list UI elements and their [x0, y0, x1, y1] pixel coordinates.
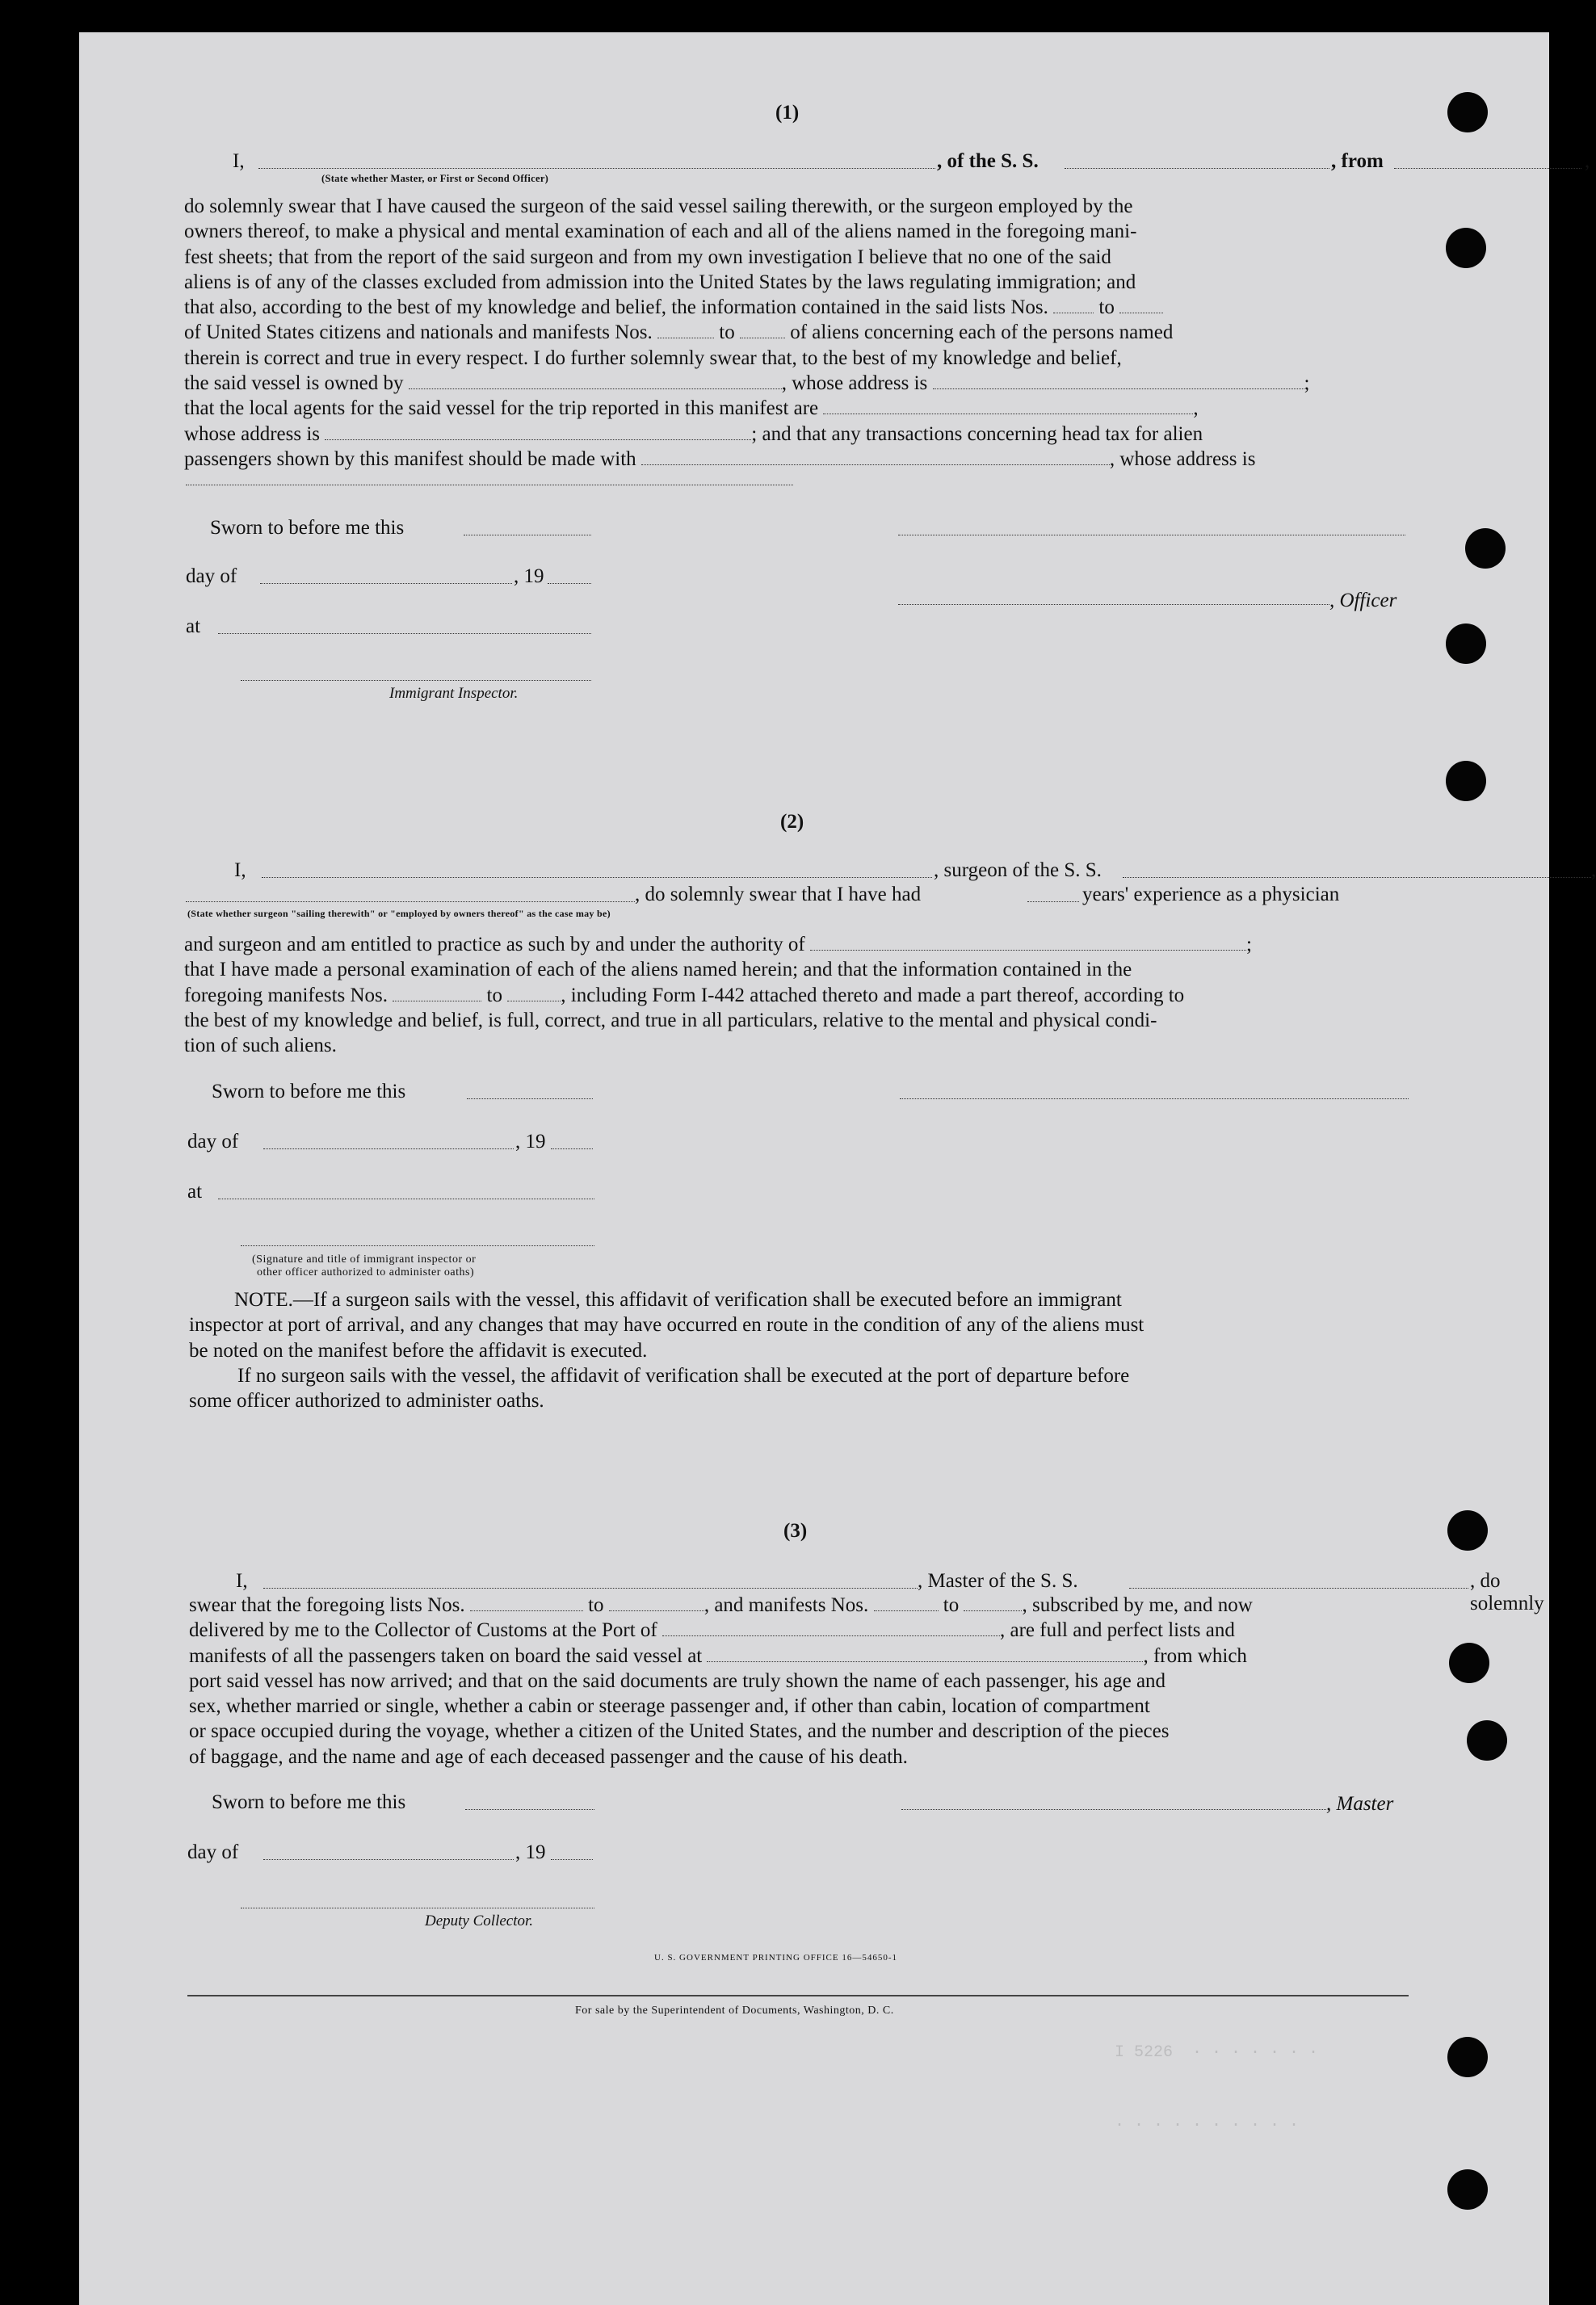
year-label: , 19: [514, 565, 544, 587]
manifests-from-field[interactable]: [657, 323, 714, 338]
master-label: , Master: [1326, 1793, 1394, 1815]
inspector-signature-field[interactable]: [241, 680, 591, 681]
footer-rule: [187, 1995, 1409, 1996]
inspector-signature-field[interactable]: [241, 1245, 594, 1246]
day-of-label: day of: [187, 1841, 239, 1863]
punch-hole: [1446, 623, 1486, 664]
punch-hole: [1447, 1510, 1488, 1551]
surgeon-vessel-field[interactable]: [1123, 877, 1591, 878]
sworn-label: Sworn to before me this: [212, 1081, 406, 1102]
section-number: (3): [783, 1520, 808, 1542]
surgeon-name-field[interactable]: [262, 877, 932, 878]
punch-hole: [1447, 2169, 1488, 2210]
rank-instruction-note: (State whether Master, or First or Second Officer): [321, 173, 549, 184]
day-of-label: day of: [186, 565, 237, 587]
punch-hole: [1465, 528, 1506, 569]
lists-from-field[interactable]: [1053, 298, 1094, 313]
section2-second-line: , do solemnly swear that I have had years' experience as a physician: [184, 884, 1405, 909]
surgeon-manifests-to-field[interactable]: [507, 986, 561, 1001]
lists-to-field[interactable]: [1119, 298, 1163, 313]
section-number: (1): [775, 102, 800, 124]
departure-port-field[interactable]: [1394, 168, 1581, 169]
master-manifests-from-field[interactable]: [874, 1596, 939, 1611]
master-signature-field[interactable]: [901, 1809, 1326, 1810]
surgeon-status-note: (State whether surgeon "sailing therewith" or "employed by owners thereof" as the case may be): [187, 908, 611, 919]
year-label: , 19: [515, 1841, 546, 1863]
sworn-label: Sworn to before me this: [212, 1791, 406, 1813]
year-field[interactable]: [548, 583, 591, 584]
surgeon-signature-field[interactable]: [900, 1098, 1409, 1099]
officer-title-field[interactable]: [898, 604, 1329, 605]
deputy-caption: Deputy Collector.: [425, 1912, 534, 1929]
bleed-through-marks: · · · · · · · · · ·: [1115, 2116, 1300, 2135]
head-tax-contact-field[interactable]: [641, 450, 1110, 465]
day-of-label: day of: [187, 1131, 239, 1152]
master-lists-to-field[interactable]: [609, 1596, 704, 1611]
owner-field[interactable]: [409, 374, 782, 389]
sworn-date-field[interactable]: [467, 1098, 593, 1099]
master-lists-from-field[interactable]: [470, 1596, 583, 1611]
surgeon-status-field[interactable]: [186, 901, 635, 902]
month-field[interactable]: [263, 1148, 514, 1149]
at-label: at: [187, 1181, 203, 1203]
month-field[interactable]: [263, 1859, 514, 1860]
embarkation-port-field[interactable]: [707, 1647, 1143, 1662]
surgeon-note: NOTE.—If a surgeon sails with the vessel, this affidavit of verification shall be executed before an immigrant inspector at port of arrival, and any changes that may have occurred en route in the condition of any of the aliens must be noted on the manifest before the affidavit is executed. If no surgeon sails with the vessel, the affidavit of verification shall be executed at the port of departure before some officer authorized to administer oaths.: [189, 1289, 1144, 1413]
year-field[interactable]: [551, 1859, 593, 1860]
collector-port-field[interactable]: [662, 1621, 1000, 1636]
signature-caption-line1: (Signature and title of immigrant inspector or: [252, 1253, 477, 1266]
section2-oath-text: and surgeon and am entitled to practice as such by and under the authority of ; that I have made a personal examination of each of the aliens named herein; and that the information contained in the foregoing manifests Nos. to , including Form I-442 attached thereto and made a part thereof, according to the best of my knowledge and belief, is full, correct, and true in all particulars, relative to the mental and physical condi- tion of such aliens.: [184, 934, 1252, 1057]
inspector-caption: Immigrant Inspector.: [389, 685, 519, 702]
owner-address-field[interactable]: [933, 374, 1304, 389]
punch-hole: [1467, 1720, 1507, 1761]
master-name-field[interactable]: [263, 1588, 918, 1589]
punch-hole: [1446, 761, 1486, 801]
year-field[interactable]: [551, 1148, 593, 1149]
authority-field[interactable]: [810, 935, 1246, 951]
printing-office-imprint: U. S. GOVERNMENT PRINTING OFFICE 16—54650-1: [654, 1953, 898, 1963]
punch-hole: [1447, 92, 1488, 132]
at-label: at: [186, 615, 201, 637]
sale-notice: For sale by the Superintendent of Documents, Washington, D. C.: [575, 2005, 894, 2017]
master-manifests-to-field[interactable]: [964, 1596, 1022, 1611]
years-experience-field[interactable]: [1027, 901, 1079, 902]
manifests-to-field[interactable]: [740, 323, 785, 338]
sworn-date-field[interactable]: [465, 1809, 594, 1810]
agents-address-field[interactable]: [325, 425, 751, 440]
sworn-label: Sworn to before me this: [210, 517, 405, 539]
surgeon-manifests-from-field[interactable]: [393, 986, 481, 1001]
month-field[interactable]: [260, 583, 512, 584]
section3-oath-text: swear that the foregoing lists Nos. to , and manifests Nos. to , subscribed by me, and now delivered by me to the Collector of Customs at the Port of , are full and perfect lists and manifests of all the passengers taken on board the said vessel at , from which port said vessel has now arrived; and that on the said documents are truly shown the name of each passenger, his age and sex, whether married or single, whether a cabin or steerage passenger and, if other than cabin, location of compartment or space occupied during the voyage, whether a citizen of the United States, and the number and description of the pieces of baggage, and the name and age of each deceased passenger and the cause of his death.: [189, 1594, 1253, 1768]
section2-first-line: I, , surgeon of the S. S. ,: [234, 859, 1596, 881]
signature-caption-line2: other officer authorized to administer oaths): [257, 1266, 475, 1278]
vessel-name-field[interactable]: [1065, 168, 1329, 169]
local-agents-field[interactable]: [823, 399, 1193, 414]
officer-label: , Officer: [1329, 590, 1397, 611]
punch-hole: [1446, 228, 1486, 268]
section-number: (2): [780, 811, 804, 833]
officer-rank-field[interactable]: [258, 168, 935, 169]
punch-hole: [1447, 2037, 1488, 2077]
year-label: , 19: [515, 1131, 546, 1152]
place-field[interactable]: [218, 633, 591, 634]
section3-first-line: I, , Master of the S. S. , do solemnly: [236, 1570, 1544, 1614]
bleed-through-marks: I 5226 · · · · · · ·: [1115, 2043, 1319, 2062]
punch-hole: [1449, 1643, 1489, 1683]
section1-oath-text: do solemnly swear that I have caused the surgeon of the said vessel sailing therewith, or the surgeon employed by the owners thereof, to make a physical and mental examination of each and all of the aliens named in the foregoing mani- fest sheets; that from the report of the said surgeon and from my own investigation I believe that no one of the said aliens is of any of the classes excluded from admission into the United States by the laws regulating immigration; and that also, according to the best of my knowledge and belief, the information contained in the said lists Nos. to of United States citizens and nationals and manifests Nos. to of aliens concerning each of the persons named therein is correct and true in every respect. I do further solemnly swear that, to the best of my knowledge and belief, the said vessel is owned by , whose address is ; that the local agents for the said vessel for the trip reported in this manifest are , whose address is ; and that any transactions concerning head tax for alien passengers shown by this manifest should be made with , whose address is: [184, 195, 1310, 470]
master-vessel-field[interactable]: [1129, 1588, 1468, 1589]
